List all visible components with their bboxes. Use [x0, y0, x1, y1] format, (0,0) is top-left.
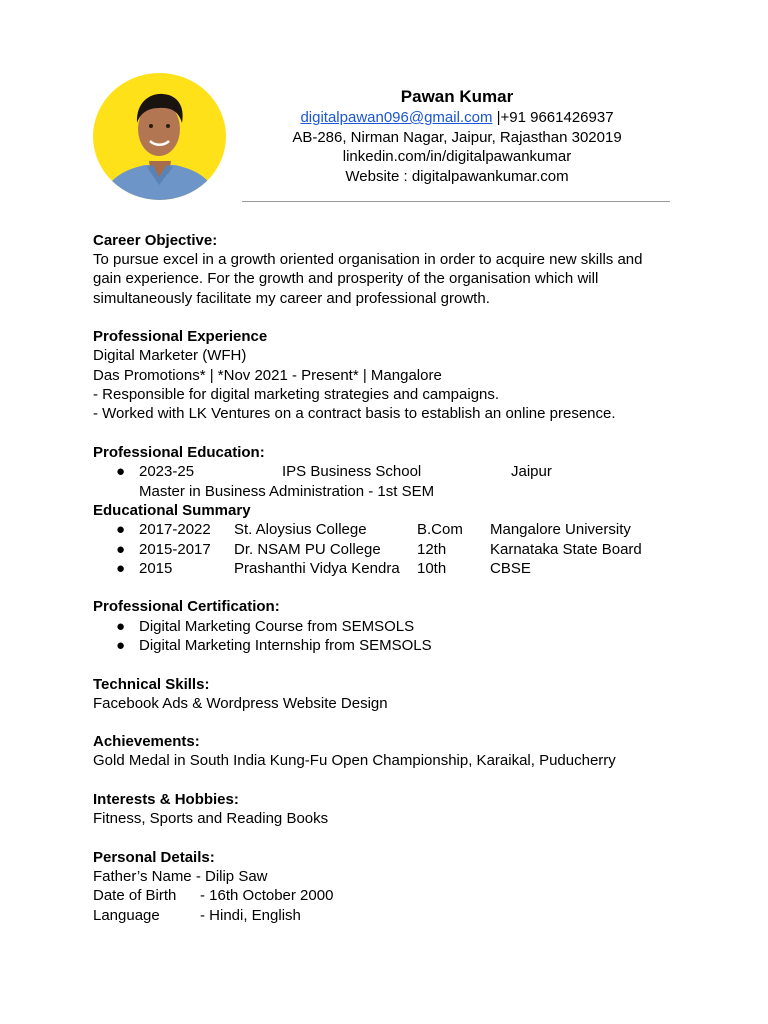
- email-link[interactable]: digitalpawan096@gmail.com: [300, 109, 493, 126]
- summary-board: Mangalore University: [490, 521, 631, 538]
- certification-heading: Professional Certification:: [93, 598, 280, 615]
- summary-years: 2015: [139, 560, 173, 577]
- certification-item: Digital Marketing Internship from SEMSOLS: [139, 637, 432, 654]
- career-objective-heading: Career Objective:: [93, 232, 218, 249]
- career-objective-line-3: simultaneously facilitate my career and professional growth.: [93, 290, 490, 307]
- bullet-icon: ●: [116, 618, 126, 635]
- bullet-icon: ●: [116, 463, 126, 480]
- summary-level: B.Com: [417, 521, 463, 538]
- experience-point-2: - Worked with LK Ventures on a contract basis to establish an online presence.: [93, 405, 616, 422]
- education-city: Jaipur: [511, 463, 552, 480]
- skills-heading: Technical Skills:: [93, 676, 210, 693]
- phone-number: |+91 9661426937: [492, 109, 614, 126]
- personal-heading: Personal Details:: [93, 849, 215, 866]
- skills-text: Facebook Ads & Wordpress Website Design: [93, 695, 388, 712]
- summary-school: Dr. NSAM PU College: [234, 541, 381, 558]
- summary-school: St. Aloysius College: [234, 521, 367, 538]
- linkedin-url: linkedin.com/in/digitalpawankumar: [342, 148, 572, 165]
- education-school: IPS Business School: [282, 463, 422, 480]
- bullet-icon: ●: [116, 560, 126, 577]
- header-divider: [242, 201, 670, 202]
- interests-text: Fitness, Sports and Reading Books: [93, 810, 329, 827]
- achievements-heading: Achievements:: [93, 733, 200, 750]
- achievements-text: Gold Medal in South India Kung-Fu Open Championship, Karaikal, Puducherry: [93, 752, 616, 769]
- person-avatar-icon: [93, 73, 226, 200]
- summary-board: Karnataka State Board: [490, 541, 642, 558]
- email-phone-line: [244, 108, 670, 128]
- career-objective-line-1: To pursue excel in a growth oriented organisation in order to acquire new skills and: [93, 251, 643, 268]
- certification-item: Digital Marketing Course from SEMSOLS: [139, 618, 415, 635]
- summary-board: CBSE: [490, 560, 531, 577]
- candidate-name: Pawan Kumar: [400, 87, 514, 106]
- summary-level: 10th: [417, 560, 447, 577]
- experience-role: Digital Marketer (WFH): [93, 347, 247, 364]
- language-value: - Hindi, English: [200, 907, 301, 924]
- father-name: Father’s Name - Dilip Saw: [93, 868, 268, 885]
- summary-school: Prashanthi Vidya Kendra: [234, 560, 400, 577]
- summary-years: 2017-2022: [139, 521, 211, 538]
- dob-label: Date of Birth: [93, 887, 177, 904]
- profile-photo: [93, 73, 226, 200]
- career-objective-line-2: gain experience. For the growth and prosperity of the organisation which will: [93, 270, 599, 287]
- dob-value: - 16th October 2000: [200, 887, 334, 904]
- experience-company: Das Promotions* | *Nov 2021 - Present* | Mangalore: [93, 367, 442, 384]
- website-url: Website : digitalpawankumar.com: [345, 167, 569, 185]
- summary-heading: Educational Summary: [93, 502, 251, 519]
- address: AB-286, Nirman Nagar, Jaipur, Rajasthan 302019: [292, 128, 622, 146]
- experience-heading: Professional Experience: [93, 328, 268, 345]
- bullet-icon: ●: [116, 541, 126, 558]
- education-degree: Master in Business Administration - 1st SEM: [139, 483, 435, 500]
- bullet-icon: ●: [116, 521, 126, 538]
- experience-point-1: - Responsible for digital marketing strategies and campaigns.: [93, 386, 500, 403]
- education-heading: Professional Education:: [93, 444, 265, 461]
- interests-heading: Interests & Hobbies:: [93, 791, 239, 808]
- contact-header: [244, 86, 670, 186]
- bullet-icon: ●: [116, 637, 126, 654]
- education-years: 2023-25: [139, 463, 195, 480]
- language-label: Language: [93, 907, 160, 924]
- summary-years: 2015-2017: [139, 541, 211, 558]
- summary-level: 12th: [417, 541, 447, 558]
